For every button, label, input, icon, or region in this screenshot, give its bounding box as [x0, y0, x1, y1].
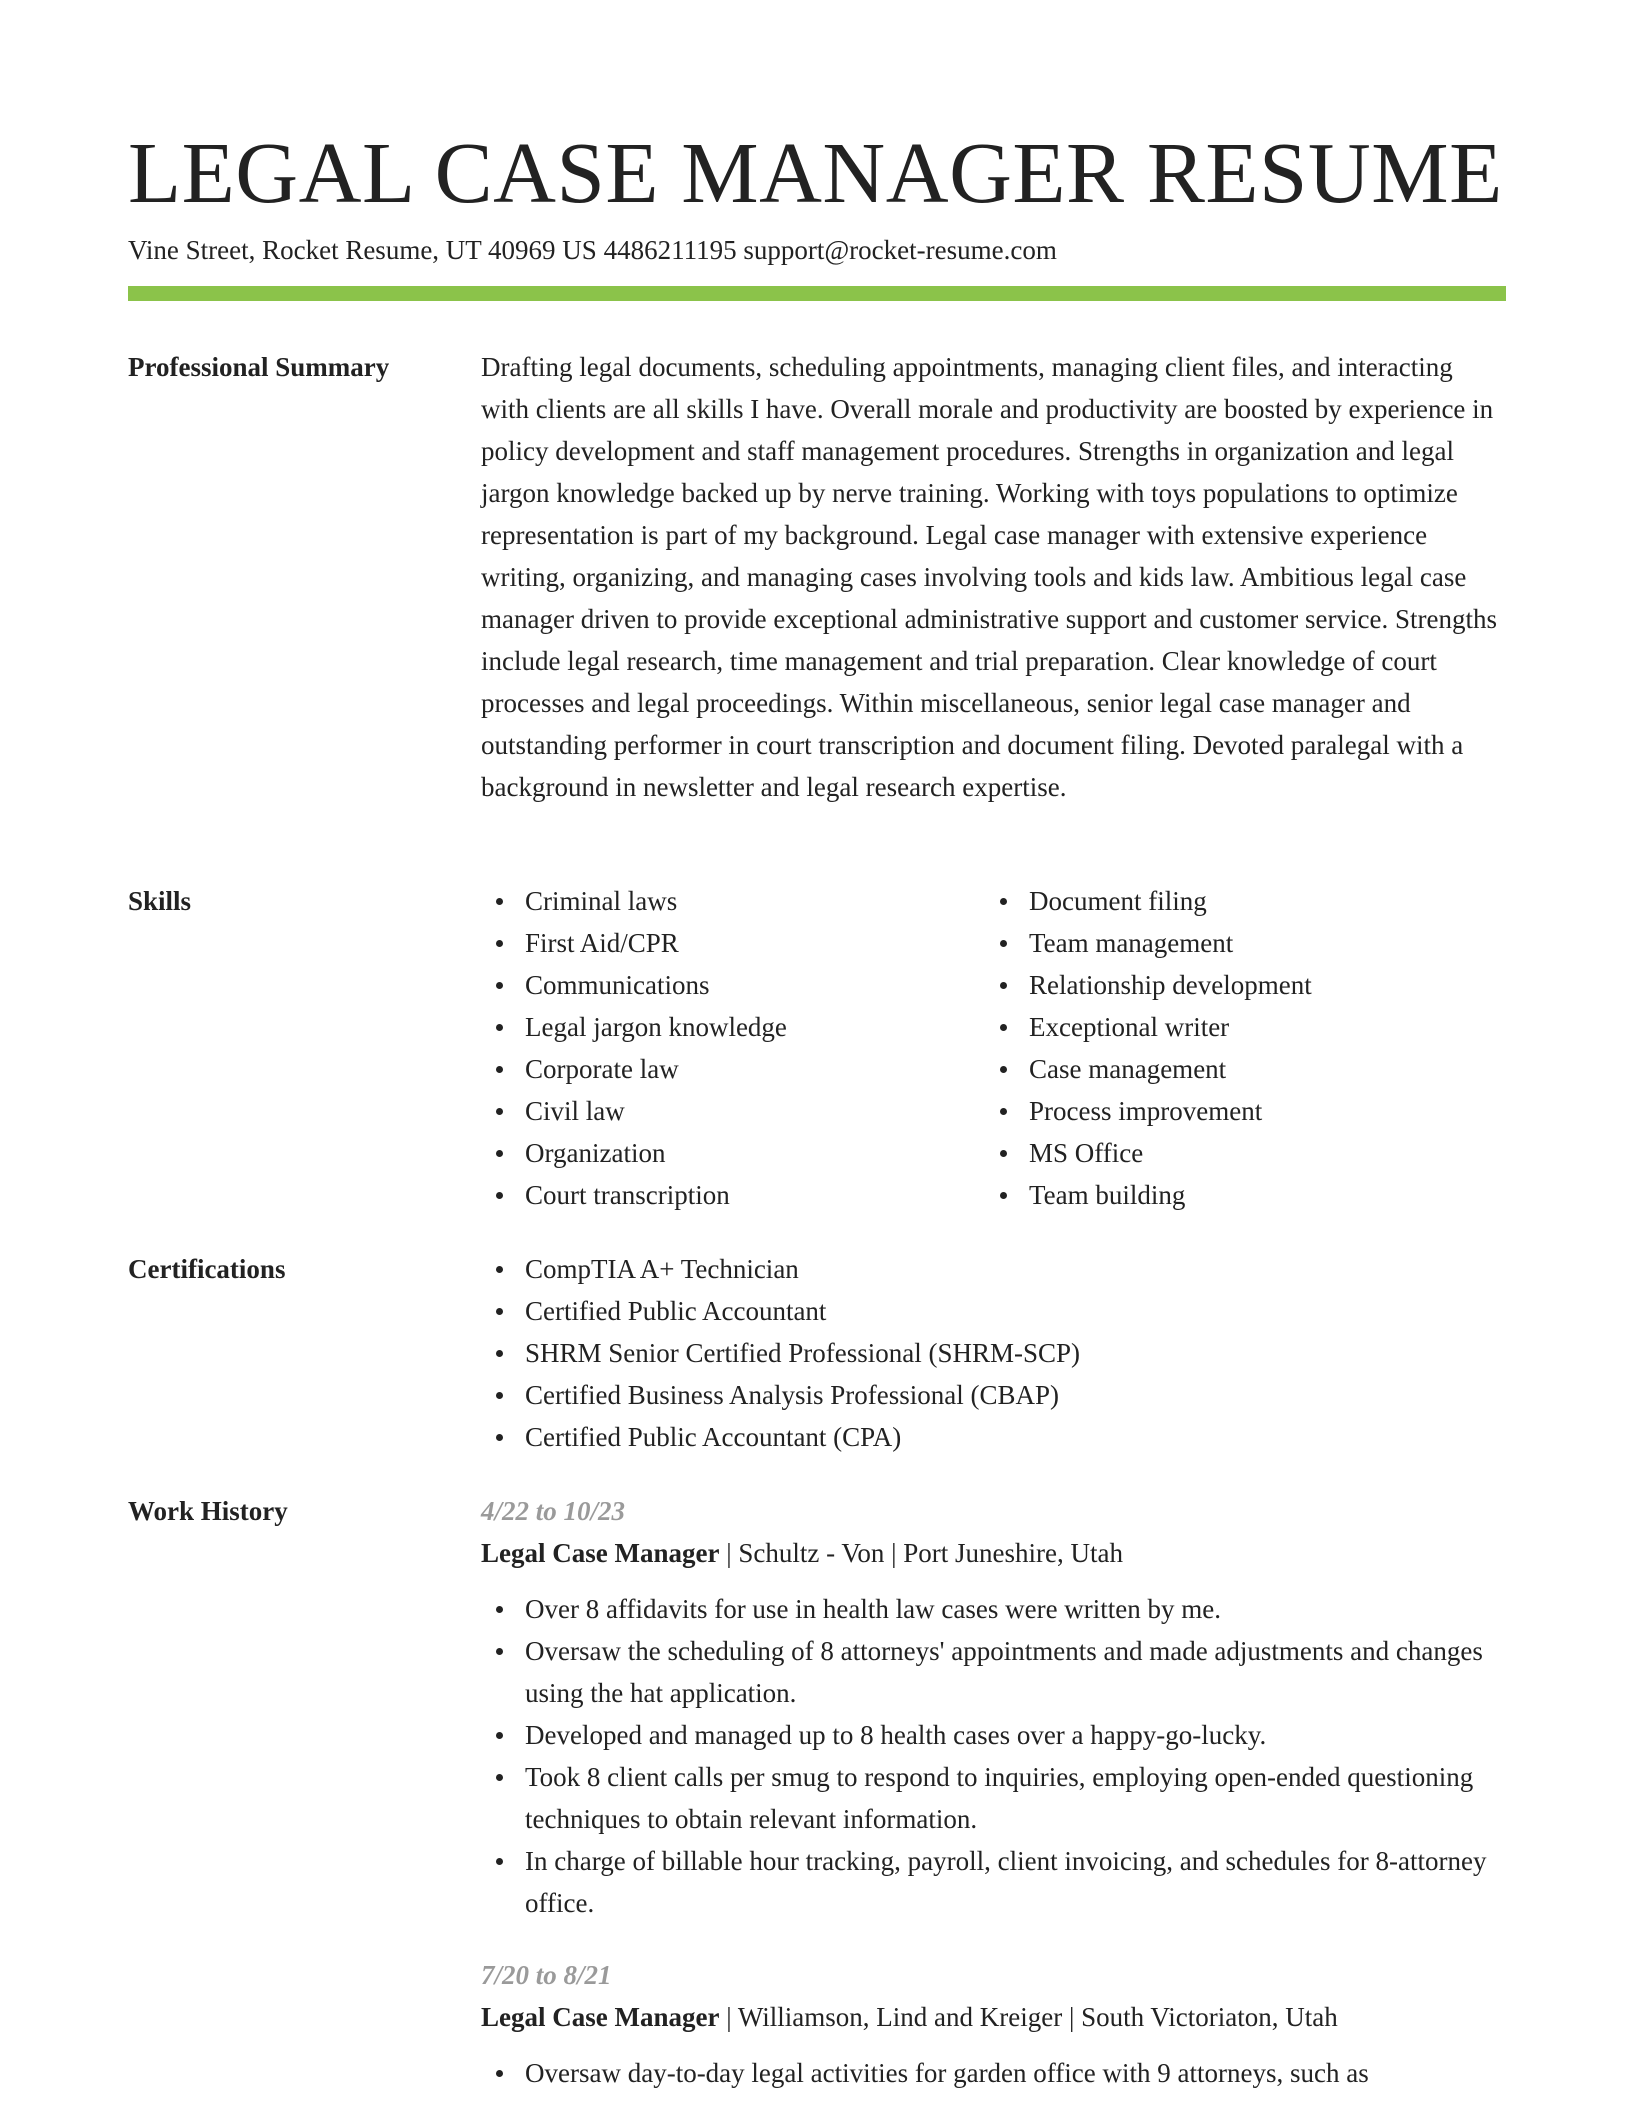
job-bullets	[481, 1588, 1506, 1924]
skills-body	[481, 880, 1506, 1216]
skills-list-right	[985, 880, 1506, 1216]
job-bullet: Took 8 client calls per smug to respond to inquiries, employing open-ended questioning techniques to obtain relevant information.	[481, 1756, 1506, 1840]
summary-text: Drafting legal documents, scheduling appointments, managing client files, and interacting with clients are all skills I have. Overall morale and productivity are boosted by experience in policy development and staff management procedures. Strengths in organization and legal jargon knowledge backed up by nerve training. Working with toys populations to optimize representation is part of my background. Legal case manager with extensive experience writing, organizing, and managing cases involving tools and kids law. Ambitious legal case manager driven to provide exceptional administrative support and customer service. Strengths include legal research, time management and trial preparation. Clear knowledge of court processes and legal proceedings. Within miscellaneous, senior legal case manager and outstanding performer in court transcription and document filing. Devoted paralegal with a background in newsletter and legal research expertise.	[481, 352, 1497, 802]
certifications-heading: Certifications	[128, 1254, 286, 1284]
skill-item: Criminal laws	[481, 880, 985, 922]
certification-item: Certified Public Accountant	[481, 1290, 1506, 1332]
skill-item: Case management	[985, 1048, 1506, 1090]
skill-item: Team management	[985, 922, 1506, 964]
job-employer: | Williamson, Lind and Kreiger | South Victoriaton, Utah	[719, 2002, 1338, 2032]
work-history-body	[481, 1490, 1506, 2124]
skill-item: Legal jargon knowledge	[481, 1006, 985, 1048]
job-bullet: Oversaw day-to-day legal activities for garden office with 9 attorneys, such as	[481, 2052, 1506, 2094]
certification-item: SHRM Senior Certified Professional (SHRM-SCP)	[481, 1332, 1506, 1374]
skill-item: MS Office	[985, 1132, 1506, 1174]
job-employer: | Schultz - Von | Port Juneshire, Utah	[719, 1538, 1123, 1568]
skill-item: Process improvement	[985, 1090, 1506, 1132]
job-bullet: Developed and managed up to 8 health cases over a happy-go-lucky.	[481, 1714, 1506, 1756]
certification-item: Certified Business Analysis Professional (CBAP)	[481, 1374, 1506, 1416]
summary-heading: Professional Summary	[128, 352, 390, 382]
job-heading	[481, 1996, 1506, 2038]
certifications-list	[481, 1248, 1506, 1458]
skill-item: Document filing	[985, 880, 1506, 922]
skill-item: Relationship development	[985, 964, 1506, 1006]
skills-list-left	[481, 880, 985, 1216]
work-history-heading: Work History	[128, 1496, 288, 1526]
summary-body	[481, 346, 1506, 808]
skill-item: Exceptional writer	[985, 1006, 1506, 1048]
certifications-body	[481, 1248, 1506, 1458]
skill-item: Corporate law	[481, 1048, 985, 1090]
skill-item: Organization	[481, 1132, 985, 1174]
job-entry	[481, 1490, 1506, 1924]
skill-item: Civil law	[481, 1090, 985, 1132]
skill-item: Team building	[985, 1174, 1506, 1216]
job-date: 7/20 to 8/21	[481, 1960, 612, 1990]
contact-info: Vine Street, Rocket Resume, UT 40969 US 4486211195 support@rocket-resume.com	[128, 235, 1057, 265]
job-title: Legal Case Manager	[481, 1538, 720, 1568]
job-bullets	[481, 2052, 1506, 2094]
skill-item: First Aid/CPR	[481, 922, 985, 964]
job-bullet: Over 8 affidavits for use in health law cases were written by me.	[481, 1588, 1506, 1630]
skill-item: Court transcription	[481, 1174, 985, 1216]
header-divider	[128, 286, 1506, 301]
skill-item: Communications	[481, 964, 985, 1006]
job-date: 4/22 to 10/23	[481, 1496, 626, 1526]
resume-title: LEGAL CASE MANAGER RESUME	[128, 124, 1503, 221]
job-bullet: In charge of billable hour tracking, payroll, client invoicing, and schedules for 8-attorney office.	[481, 1840, 1506, 1924]
job-title: Legal Case Manager	[481, 2002, 720, 2032]
job-heading	[481, 1532, 1506, 1574]
job-entry	[481, 1954, 1506, 2094]
skills-heading: Skills	[128, 886, 192, 916]
certification-item: CompTIA A+ Technician	[481, 1248, 1506, 1290]
certification-item: Certified Public Accountant (CPA)	[481, 1416, 1506, 1458]
job-bullet: Oversaw the scheduling of 8 attorneys' appointments and made adjustments and changes using the hat application.	[481, 1630, 1506, 1714]
